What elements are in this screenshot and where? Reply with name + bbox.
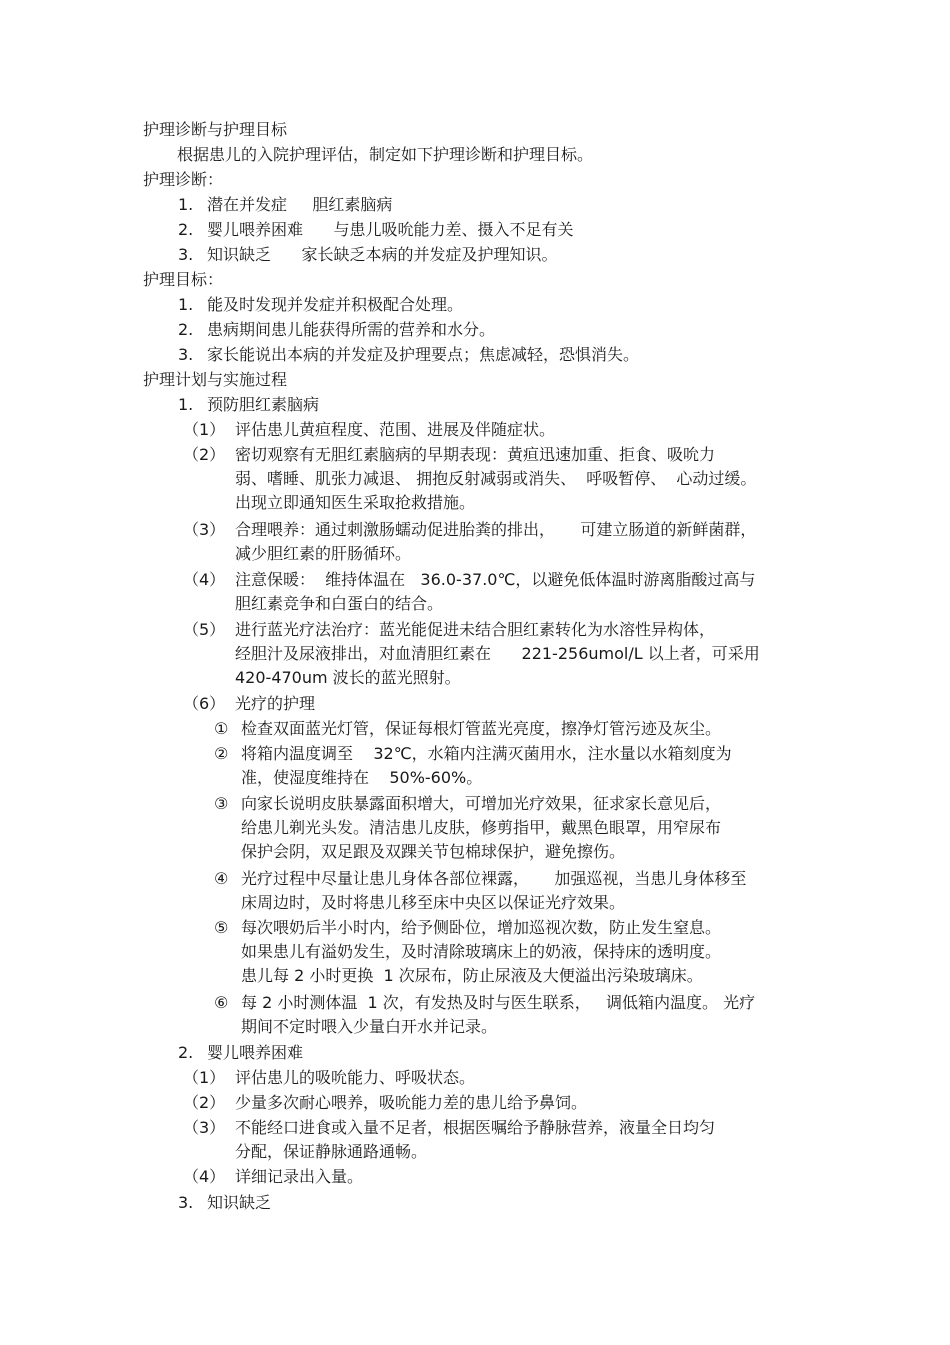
phototherapy-line: 期间不定时喂入少量白开水并记录。 [241,1017,498,1036]
list-number: 2. [178,220,194,239]
diagnosis-item: 婴儿喂养困难 与患儿吸吮能力差、摄入不足有关 [207,220,574,239]
list-number: 3. [178,1193,194,1212]
plan-item-line: 弱、嗜睡、肌张力减退、 拥抱反射减弱或消失、 呼吸暂停、 心动过缓。 [235,469,757,488]
plan-item-line: 评估患儿黄疸程度、范围、进展及伴随症状。 [235,420,556,439]
plan-item-line: 分配，保证静脉通路通畅。 [235,1142,428,1161]
item-number: （4） [183,570,226,589]
plan-item-line: 注意保暖： 维持体温在 36.0-37.0℃，以避免低体温时游离脂酸过高与 [235,570,756,589]
phototherapy-line: 每 2 小时测体温 1 次，有发热及时与医生联系， 调低箱内温度。 光疗 [241,993,756,1012]
plan-item-line: 出现立即通知医生采取抢救措施。 [235,493,476,512]
list-number: 1. [178,195,194,214]
plan-item-line: 胆红素竞争和白蛋白的结合。 [235,594,444,613]
plan-item-line: 详细记录出入量。 [235,1167,364,1186]
phototherapy-line: 每次喂奶后半小时内，给予侧卧位，增加巡视次数，防止发生窒息。 [241,918,722,937]
list-number: 1. [178,395,194,414]
intro-paragraph: 根据患儿的入院护理评估，制定如下护理诊断和护理目标。 [177,145,594,164]
plan-item-line: 不能经口进食或入量不足者，根据医嘱给予静脉营养，液量全日均匀 [235,1118,716,1137]
list-number: 1. [178,295,194,314]
diagnosis-heading: 护理诊断： [143,170,224,189]
phototherapy-line: 给患儿剃光头发。清洁患儿皮肤，修剪指甲，戴黑色眼罩，用窄尿布 [241,818,722,837]
sub-item-number: ③ [214,794,229,813]
plan-item-line: 评估患儿的吸吮能力、呼吸状态。 [235,1068,476,1087]
plan-item-line: 420-470um 波长的蓝光照射。 [235,668,461,687]
item-number: （4） [183,1167,226,1186]
plan-item-line: 减少胆红素的肝肠循环。 [235,544,412,563]
list-number: 3. [178,245,194,264]
diagnosis-item: 知识缺乏 家长缺乏本病的并发症及护理知识。 [207,245,558,264]
phototherapy-line: 保护会阴，双足跟及双踝关节包棉球保护，避免擦伤。 [241,842,626,861]
plan-section-title: 知识缺乏 [207,1193,272,1212]
phototherapy-line: 向家长说明皮肤暴露面积增大，可增加光疗效果，征求家长意见后， [241,794,722,813]
phototherapy-line: 准，使湿度维持在 50%-60%。 [241,768,483,787]
item-number: （6） [183,694,226,713]
item-number: （3） [183,520,226,539]
sub-item-number: ⑤ [214,918,229,937]
sub-item-number: ① [214,719,229,738]
plan-section-title: 婴儿喂养困难 [207,1043,304,1062]
plan-item-line: 经胆汁及尿液排出，对血清胆红素在 221-256umol/L 以上者，可采用 [235,644,760,663]
plan-item-line: 少量多次耐心喂养，吸吮能力差的患儿给予鼻饲。 [235,1093,588,1112]
diagnosis-item: 潜在并发症 胆红素脑病 [207,195,393,214]
list-number: 2. [178,1043,194,1062]
plan-item-line: 合理喂养：通过刺激肠蠕动促进胎粪的排出， 可建立肠道的新鲜菌群， [235,520,757,539]
sub-item-number: ⑥ [214,993,229,1012]
plan-item-line: 进行蓝光疗法治疗：蓝光能促进未结合胆红素转化为水溶性异构体， [235,620,716,639]
item-number: （2） [183,445,226,464]
plan-item-line: 密切观察有无胆红素脑病的早期表现：黄疸迅速加重、拒食、吸吮力 [235,445,716,464]
item-number: （3） [183,1118,226,1137]
item-number: （1） [183,1068,226,1087]
phototherapy-line: 患儿每 2 小时更换 1 次尿布，防止尿液及大便溢出污染玻璃床。 [241,966,703,985]
phototherapy-line: 将箱内温度调至 32℃，水箱内注满灭菌用水，注水量以水箱刻度为 [241,744,732,763]
sub-item-number: ④ [214,869,229,888]
phototherapy-line: 检查双面蓝光灯管，保证每根灯管蓝光亮度，擦净灯管污迹及灰尘。 [241,719,722,738]
phototherapy-line: 如果患儿有溢奶发生，及时清除玻璃床上的奶液，保持床的透明度。 [241,942,722,961]
plan-heading: 护理计划与实施过程 [143,370,288,389]
goal-item: 患病期间患儿能获得所需的营养和水分。 [207,320,496,339]
phototherapy-line: 光疗过程中尽量让患儿身体各部位裸露， 加强巡视，当患儿身体移至 [241,869,747,888]
item-number: （2） [183,1093,226,1112]
goals-heading: 护理目标： [143,270,224,289]
list-number: 3. [178,345,194,364]
item-number: （5） [183,620,226,639]
goal-item: 家长能说出本病的并发症及护理要点；焦虑减轻，恐惧消失。 [207,345,640,364]
plan-item-line: 光疗的护理 [235,694,316,713]
item-number: （1） [183,420,226,439]
section-heading: 护理诊断与护理目标 [143,120,288,139]
sub-item-number: ② [214,744,229,763]
plan-section-title: 预防胆红素脑病 [207,395,320,414]
list-number: 2. [178,320,194,339]
phototherapy-line: 床周边时，及时将患儿移至床中央区以保证光疗效果。 [241,893,626,912]
goal-item: 能及时发现并发症并积极配合处理。 [207,295,464,314]
